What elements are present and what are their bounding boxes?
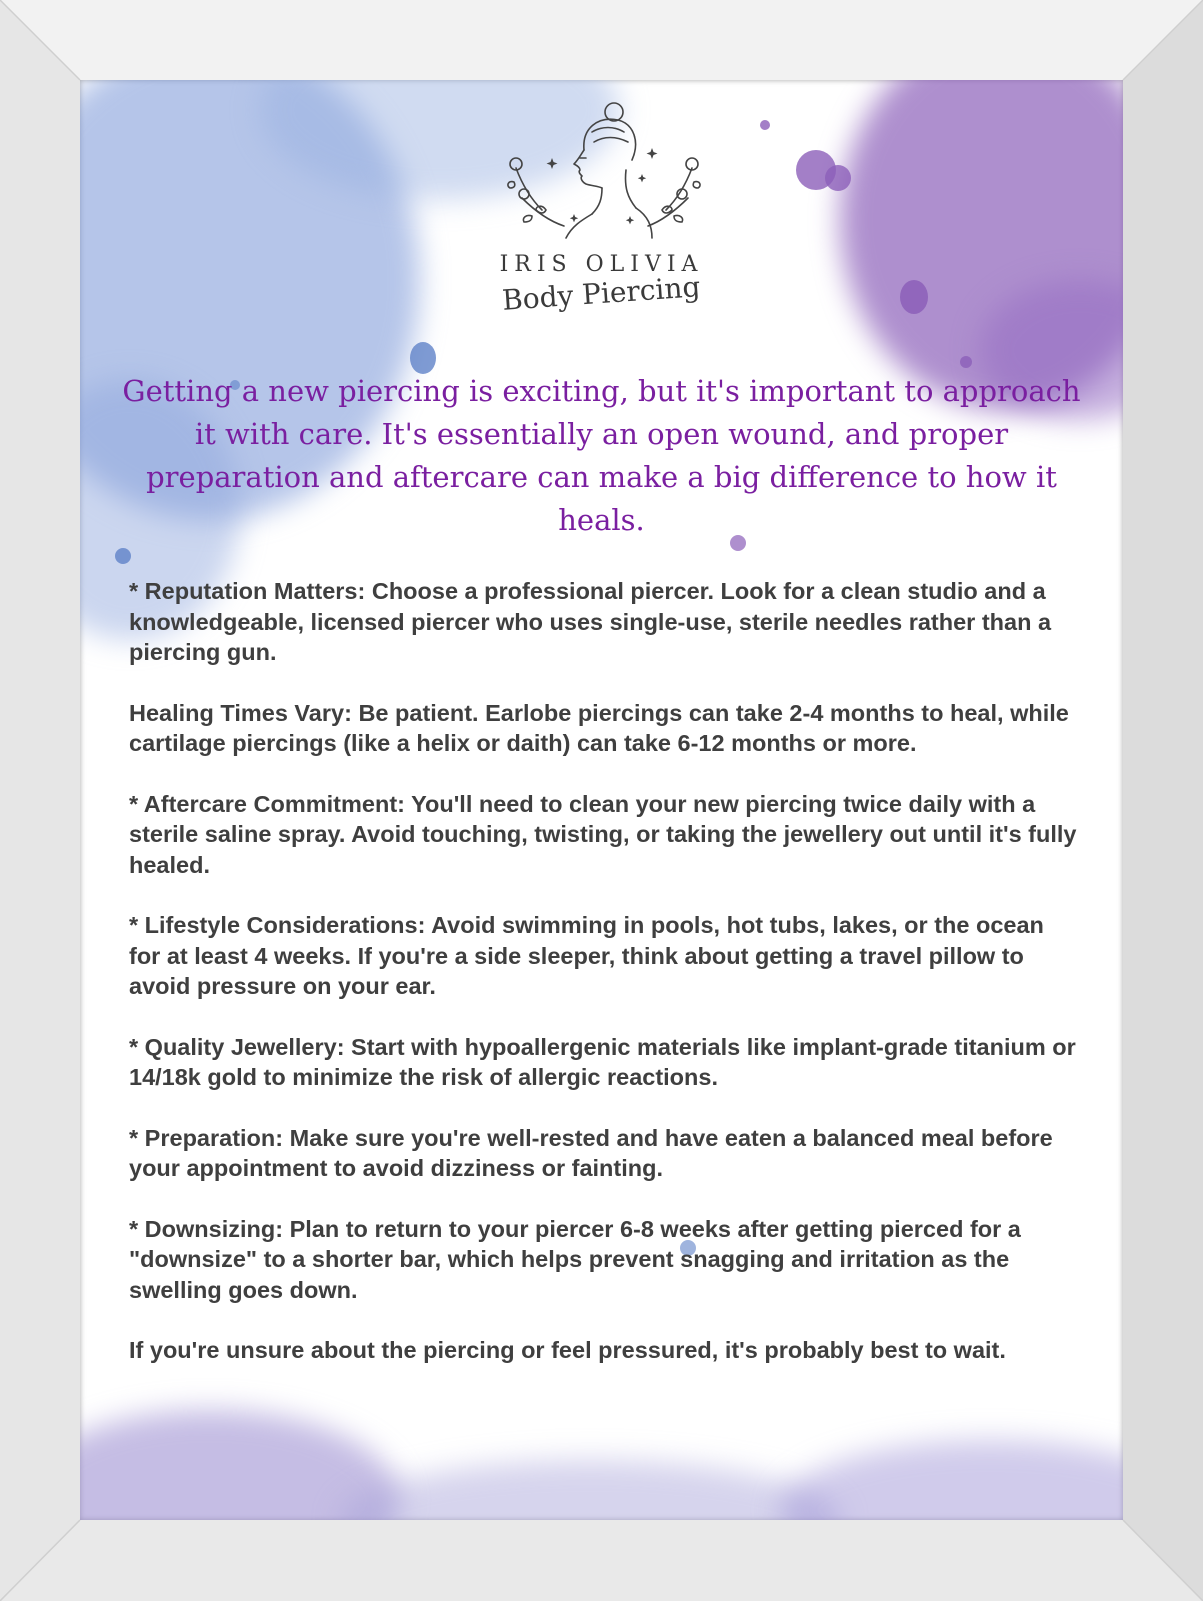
- tip-healing-times: Healing Times Vary: Be patient. Earlobe piercings can take 2-4 months to heal, while cartilage piercings (like a helix or daith) can take 6-12 months or more.: [129, 699, 1069, 756]
- tip-downsizing: * Downsizing: Plan to return to your piercer 6-8 weeks after getting pierced for a "downsize" to a shorter bar, which helps prevent snagging and irritation as the swelling goes down.: [129, 1215, 1021, 1303]
- intro-paragraph: Getting a new piercing is exciting, but it's important to approach it with care. It's essentially an open wound, and proper preparation and aftercare can make a big difference to how it heals.: [122, 374, 1081, 537]
- print-paper: [80, 80, 1123, 1520]
- brand-name: IRIS OLIVIA: [499, 252, 704, 277]
- paint-dot: [115, 548, 131, 564]
- tip-aftercare: * Aftercare Commitment: You'll need to clean your new piercing twice daily with a sterile saline spray. Avoid touching, twisting, or taking the jewellery out until it's fully healed.: [129, 790, 1077, 878]
- tip-reputation: * Reputation Matters: Choose a professional piercer. Look for a clean studio and a knowledgeable, licensed piercer who uses single-use, sterile needles rather than a piercing gun.: [129, 578, 1052, 665]
- tips-list: [129, 576, 1079, 1396]
- woman-profile-with-flowers-icon: [502, 98, 702, 248]
- tip-closing: If you're unsure about the piercing or feel pressured, it's probably best to wait.: [129, 1337, 1006, 1363]
- watercolor-bottom-mid: [340, 1460, 840, 1520]
- tip-preparation: * Preparation: Make sure you're well-rested and have eaten a balanced meal before your appointment to avoid dizziness or fainting.: [129, 1124, 1053, 1181]
- tip-lifestyle: * Lifestyle Considerations: Avoid swimming in pools, hot tubs, lakes, or the ocean for at least 4 weeks. If you're a side sleeper, think about getting a travel pillow to avoid pressure on your ear.: [129, 912, 1044, 999]
- brand-logo: [80, 98, 1123, 317]
- watercolor-bottom-right: [780, 1440, 1123, 1520]
- brand-subtitle: Body Piercing: [501, 270, 702, 317]
- tip-jewellery: * Quality Jewellery: Start with hypoallergenic materials like implant-grade titanium or 14/18k gold to minimize the risk of allergic reactions.: [129, 1033, 1076, 1090]
- paint-dot: [960, 356, 972, 368]
